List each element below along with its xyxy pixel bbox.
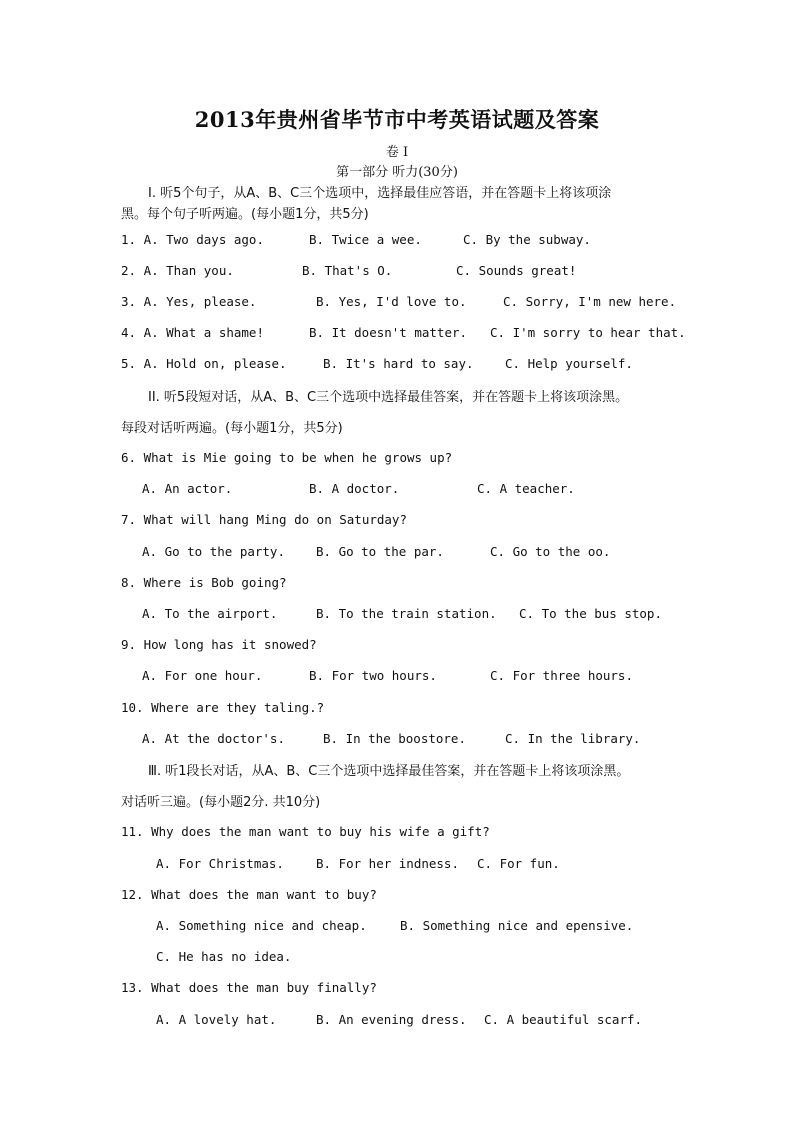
q10-option-b: B. In the boostore. [323,731,466,746]
q7-option-a: A. Go to the party. [142,544,285,559]
q10-option-c: C. In the library. [505,731,641,746]
volume-label: 卷 I [385,145,409,160]
q7-option-c: C. Go to the oo. [490,544,611,559]
q12-question: 12. What does the man want to buy? [121,887,377,902]
q12-option-a: A. Something nice and cheap. [156,918,367,933]
document-title: 2013年贵州省毕节市中考英语试题及答案 [194,107,600,132]
q4-option-c: C. I'm sorry to hear that. [490,325,686,340]
q13-option-c: C. A beautiful scarf. [484,1012,643,1027]
q3-option-c: C. Sorry, I'm new here. [503,294,677,309]
q13-option-a: A. A lovely hat. [156,1012,277,1027]
q7-option-b: B. Go to the par. [316,544,444,559]
q11-question: 11. Why does the man want to buy his wife a gift? [121,824,490,839]
q5-option-a: 5. A. Hold on, please. [121,356,287,371]
q9-option-c: C. For three hours. [490,668,633,683]
section3-instruction-line2: 对话听三遍。(每小题2分. 共10分) [121,795,321,810]
q8-question: 8. Where is Bob going? [121,575,287,590]
q11-option-a: A. For Christmas. [156,856,284,871]
q6-option-a: A. An actor. [142,481,233,496]
q11-option-b: B. For her indness. [316,856,459,871]
q2-option-a: 2. A. Than you. [121,263,234,278]
q5-option-c: C. Help yourself. [505,356,633,371]
q4-option-a: 4. A. What a shame! [121,325,264,340]
q8-option-a: A. To the airport. [142,606,278,621]
q9-option-b: B. For two hours. [309,668,437,683]
q4-option-b: B. It doesn't matter. [309,325,468,340]
q9-question: 9. How long has it snowed? [121,637,317,652]
section2-instruction-line1: II. 听5段短对话，从A、B、C三个选项中选择最佳答案，并在答题卡上将该项涂黑。 [148,390,629,405]
q12-option-c: C. He has no idea. [156,949,292,964]
q13-question: 13. What does the man buy finally? [121,980,377,995]
q2-option-b: B. That's O. [302,263,393,278]
section1-instruction-line2: 黑。每个句子听两遍。(每小题1分，共5分) [121,207,369,222]
part-heading: 第一部分 听力(30分) [336,165,458,180]
q10-option-a: A. At the doctor's. [142,731,285,746]
q5-option-b: B. It's hard to say. [323,356,474,371]
q13-option-b: B. An evening dress. [316,1012,467,1027]
section3-instruction-line1: Ⅲ. 听1段长对话，从A、B、C三个选项中选择最佳答案，并在答题卡上将该项涂黑。 [148,764,630,779]
q1-option-a: 1. A. Two days ago. [121,232,264,247]
q8-option-b: B. To the train station. [316,606,497,621]
q6-option-b: B. A doctor. [309,481,400,496]
q6-question: 6. What is Mie going to be when he grows up? [121,450,453,465]
q10-question: 10. Where are they taling.? [121,700,325,715]
q3-option-a: 3. A. Yes, please. [121,294,257,309]
q11-option-c: C. For fun. [477,856,560,871]
q7-question: 7. What will hang Ming do on Saturday? [121,512,407,527]
q2-option-c: C. Sounds great! [456,263,577,278]
q3-option-b: B. Yes, I'd love to. [316,294,467,309]
section1-instruction-line1: I. 听5个句子，从A、B、C三个选项中，选择最佳应答语，并在答题卡上将该项涂 [148,186,612,201]
section2-instruction-line2: 每段对话听两遍。(每小题1分，共5分) [121,421,343,436]
q1-option-c: C. By the subway. [463,232,591,247]
q8-option-c: C. To the bus stop. [519,606,662,621]
q9-option-a: A. For one hour. [142,668,263,683]
q12-option-b: B. Something nice and epensive. [400,918,634,933]
q1-option-b: B. Twice a wee. [309,232,422,247]
q6-option-c: C. A teacher. [477,481,575,496]
